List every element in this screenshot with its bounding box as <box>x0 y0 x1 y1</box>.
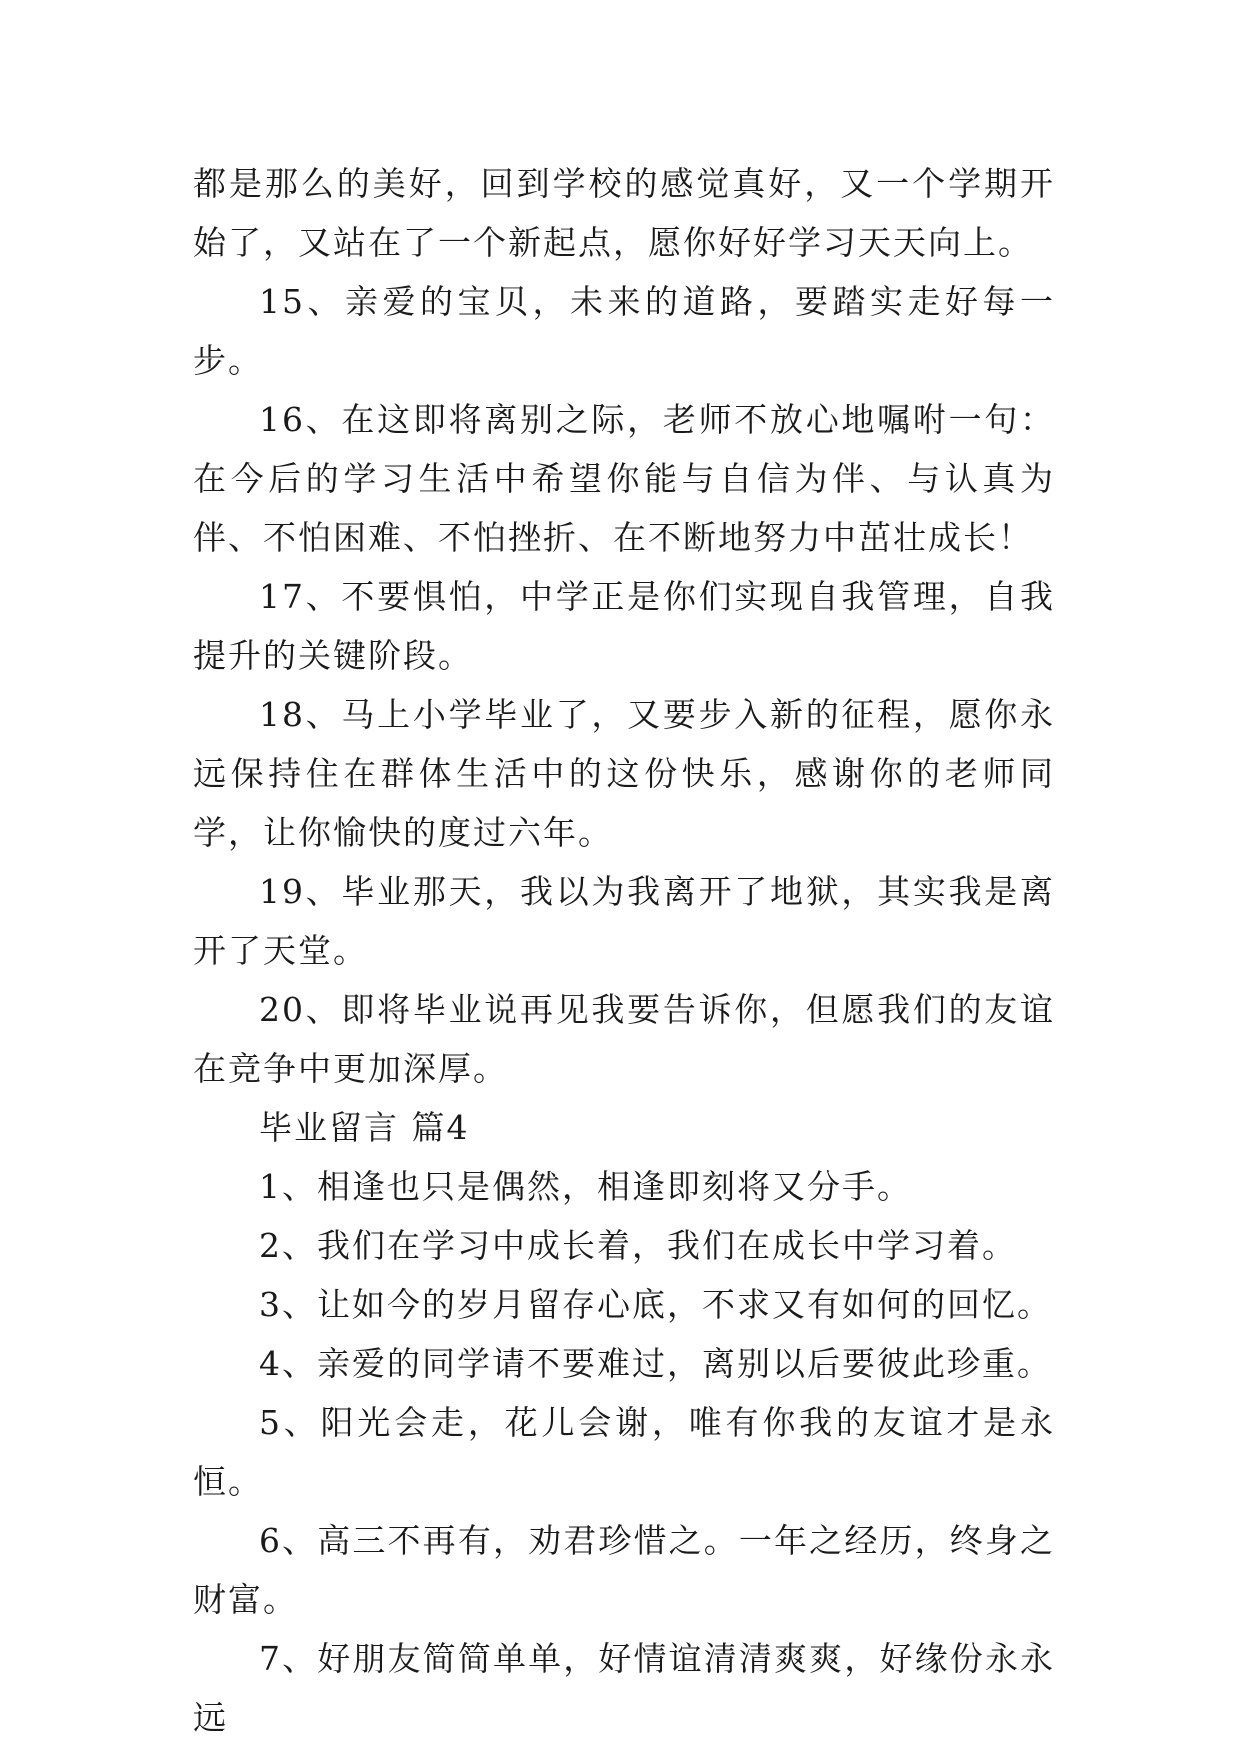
paragraph-item-19: 19、毕业那天，我以为我离开了地狱，其实我是离开了天堂。 <box>193 872 1055 970</box>
paragraph-item-17: 17、不要惧怕，中学正是你们实现自我管理，自我提升的关键阶段。 <box>193 577 1055 675</box>
paragraph-item-16: 16、在这即将离别之际，老师不放心地嘱咐一句：在今后的学习生活中希望你能与自信为伴、与认真为伴、不怕困难、不怕挫折、在不断地努力中茁壮成长！ <box>193 400 1055 557</box>
paragraph-item-18: 18、马上小学毕业了，又要步入新的征程，愿你永远保持住在群体生活中的这份快乐，感谢你的老师同学，让你愉快的度过六年。 <box>193 695 1055 852</box>
paragraph-item-6: 6、高三不再有，劝君珍惜之。一年之经历，终身之财富。 <box>193 1521 1055 1619</box>
paragraph-item-15: 15、亲爱的宝贝，未来的道路，要踏实走好每一步。 <box>193 282 1055 380</box>
paragraph-continuation: 都是那么的美好，回到学校的感觉真好，又一个学期开始了，又站在了一个新起点，愿你好好学习天天向上。 <box>193 164 1055 262</box>
paragraph-item-1: 1、相逢也只是偶然，相逢即刻将又分手。 <box>259 1167 912 1206</box>
paragraph-item-4: 4、亲爱的同学请不要难过，离别以后要彼此珍重。 <box>259 1344 1052 1383</box>
paragraph-item-7: 7、好朋友简简单单，好情谊清清爽爽，好缘份永永远 <box>193 1639 1055 1737</box>
paragraph-item-20: 20、即将毕业说再见我要告诉你，但愿我们的友谊在竞争中更加深厚。 <box>193 990 1055 1088</box>
document-body <box>193 154 1055 1747</box>
paragraph-item-2: 2、我们在学习中成长着，我们在成长中学习着。 <box>259 1226 1017 1265</box>
paragraph-item-3: 3、让如今的岁月留存心底，不求又有如何的回忆。 <box>259 1285 1052 1324</box>
paragraph-item-5: 5、阳光会走，花儿会谢，唯有你我的友谊才是永恒。 <box>193 1403 1055 1501</box>
section-heading: 毕业留言 篇4 <box>259 1108 470 1147</box>
